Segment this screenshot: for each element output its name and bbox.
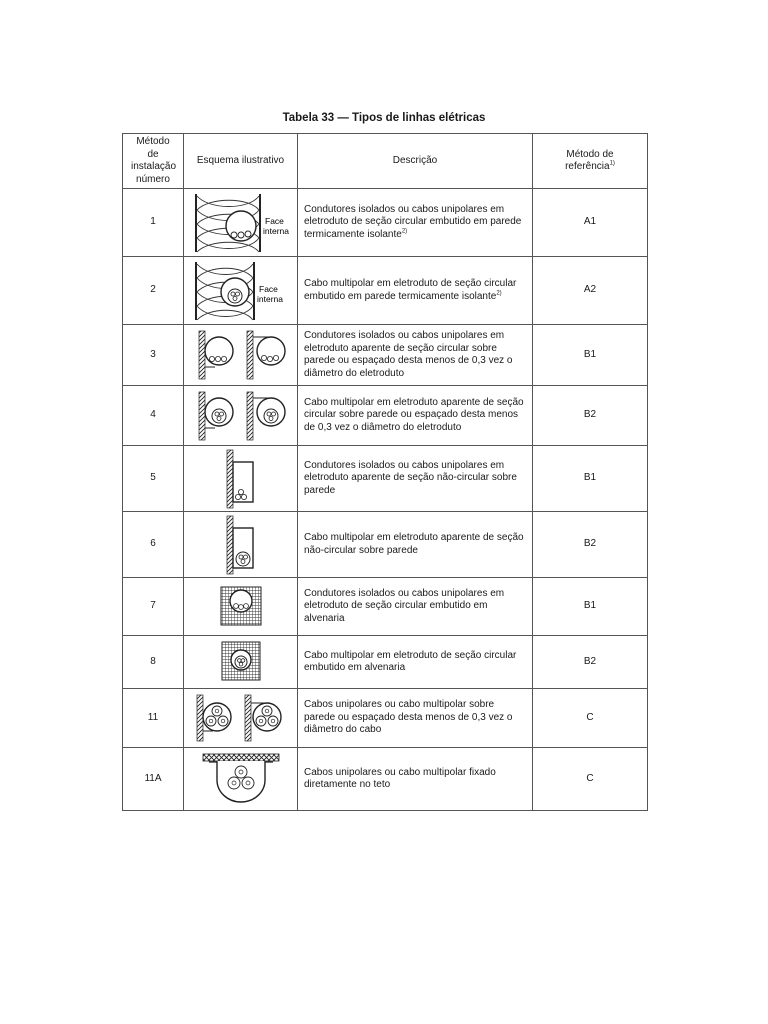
- description-text: Cabos unipolares ou cabo multipolar sobre parede ou espaçado desta menos de 0,3 vez o diâmetro do cabo: [304, 699, 513, 736]
- row-description: [298, 189, 533, 257]
- row-figure: [184, 578, 298, 636]
- table-row: [123, 386, 648, 446]
- row-description: [298, 446, 533, 512]
- table-row: [123, 325, 648, 386]
- figure-label-face: Face: [258, 283, 278, 294]
- row-description: [298, 636, 533, 689]
- row-reference: B2: [533, 386, 648, 446]
- row-number: 1: [123, 189, 184, 257]
- masonry-embedded-conduit-icon: [189, 581, 293, 633]
- row-figure: [184, 689, 298, 748]
- table-row: [123, 689, 648, 748]
- description-text: Condutores isolados ou cabos unipolares em eletroduto de seção circular embutido em parede termicamente isolante: [304, 203, 522, 240]
- description-text: Condutores isolados ou cabos unipolares em eletroduto de seção circular embutido em alvenaria: [304, 587, 505, 624]
- insulated-wall-conduit-icon: [189, 192, 293, 254]
- surface-circular-conduit-icon: [189, 327, 293, 383]
- header-reference-label: Método de referência: [565, 148, 614, 172]
- row-number: 6: [123, 512, 184, 578]
- row-description: [298, 257, 533, 325]
- table-row: [123, 257, 648, 325]
- description-text: Cabo multipolar em eletroduto de seção circular embutido em parede termicamente isolante: [304, 278, 517, 302]
- surface-rectangular-multicore-conduit-icon: [189, 514, 293, 576]
- description-text: Cabos unipolares ou cabo multipolar fixado diretamente no teto: [304, 766, 496, 790]
- row-figure: [184, 512, 298, 578]
- row-number: 4: [123, 386, 184, 446]
- row-description: [298, 578, 533, 636]
- header-scheme: Esquema ilustrativo: [184, 134, 298, 189]
- wall-mounted-cable-icon: [189, 691, 293, 745]
- row-figure: [184, 257, 298, 325]
- description-text: Condutores isolados ou cabos unipolares em eletroduto aparente de seção circular sobre parede ou espaçado desta menos de 0,3 vez o diâmetro do eletroduto: [304, 330, 513, 379]
- insulated-wall-multicore-conduit-icon: [189, 260, 293, 322]
- footnote-mark: 2): [401, 228, 408, 235]
- row-description: [298, 689, 533, 748]
- row-reference: B1: [533, 578, 648, 636]
- electrical-lines-table: [122, 133, 648, 811]
- row-figure: [184, 325, 298, 386]
- row-reference: C: [533, 689, 648, 748]
- footnote-mark: 2): [496, 290, 502, 297]
- row-number: 2: [123, 257, 184, 325]
- row-figure: [184, 386, 298, 446]
- row-number: 3: [123, 325, 184, 386]
- surface-circular-multicore-conduit-icon: [189, 388, 293, 444]
- row-reference: A2: [533, 257, 648, 325]
- row-reference: B1: [533, 325, 648, 386]
- table-row: [123, 512, 648, 578]
- figure-label-face: Face: [264, 215, 284, 226]
- row-number: 8: [123, 636, 184, 689]
- row-reference: A1: [533, 189, 648, 257]
- row-number: 11A: [123, 748, 184, 811]
- header-method: Método de instalação número: [123, 134, 184, 189]
- header-description: Descrição: [298, 134, 533, 189]
- table-row: [123, 578, 648, 636]
- description-text: Cabo multipolar em eletroduto de seção circular embutido em alvenaria: [304, 649, 517, 673]
- row-reference: C: [533, 748, 648, 811]
- description-text: Cabo multipolar em eletroduto aparente de seção não-circular sobre parede: [304, 532, 524, 556]
- table-row: [123, 446, 648, 512]
- header-row: [123, 134, 648, 189]
- table-row: [123, 748, 648, 811]
- row-figure: [184, 446, 298, 512]
- row-description: [298, 325, 533, 386]
- row-figure: [184, 189, 298, 257]
- description-text: Condutores isolados ou cabos unipolares em eletroduto aparente de seção não-circular sobre parede: [304, 459, 517, 496]
- figure-label-interna: interna: [262, 225, 289, 236]
- ceiling-mounted-cable-icon: [189, 750, 293, 808]
- description-text: Cabo multipolar em eletroduto aparente de seção circular sobre parede ou espaçado desta menos de 0,3 vez o diâmetro do eletroduto: [304, 396, 524, 433]
- row-description: [298, 386, 533, 446]
- row-figure: [184, 748, 298, 811]
- row-description: [298, 512, 533, 578]
- row-number: 5: [123, 446, 184, 512]
- surface-rectangular-conduit-icon: [189, 448, 293, 510]
- row-reference: B1: [533, 446, 648, 512]
- row-reference: B2: [533, 636, 648, 689]
- header-reference-note: 1): [609, 160, 615, 167]
- table-row: [123, 636, 648, 689]
- masonry-embedded-multicore-conduit-icon: [189, 638, 293, 686]
- row-reference: B2: [533, 512, 648, 578]
- row-number: 11: [123, 689, 184, 748]
- table-title: Tabela 33 — Tipos de linhas elétricas: [282, 112, 486, 124]
- row-number: 7: [123, 578, 184, 636]
- header-reference: [533, 134, 648, 189]
- row-description: [298, 748, 533, 811]
- figure-label-interna: interna: [256, 293, 283, 304]
- table-row: [123, 189, 648, 257]
- row-figure: [184, 636, 298, 689]
